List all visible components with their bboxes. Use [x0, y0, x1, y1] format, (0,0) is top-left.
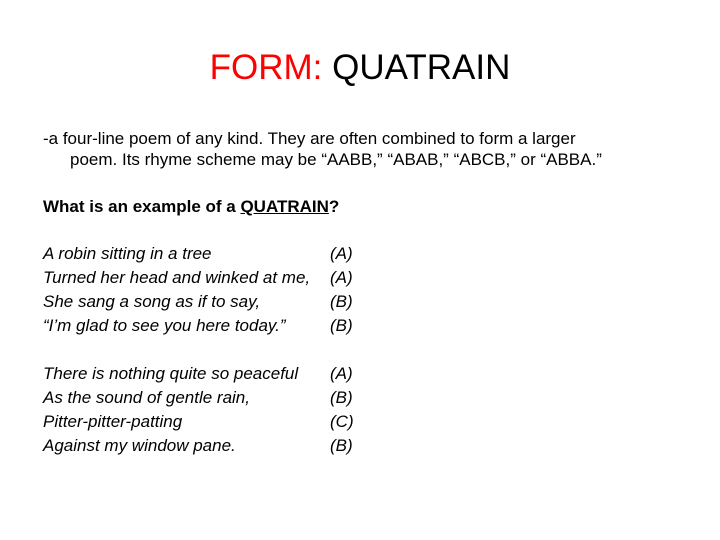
poem-rain: [43, 362, 383, 458]
poem-line: [43, 314, 383, 338]
poem-line: [43, 266, 383, 290]
definition-line-1: -a four-line poem of any kind. They are often combined to form a larger: [43, 129, 576, 148]
verse-text: Turned her head and winked at me,: [43, 268, 311, 287]
slide-title: [0, 46, 720, 90]
verse-text: A robin sitting in a tree: [43, 244, 212, 263]
title-prefix: FORM:: [209, 48, 323, 87]
question-mark: ?: [328, 197, 340, 216]
verse-text: She sang a song as if to say,: [43, 292, 261, 311]
rhyme-label: (B): [330, 292, 353, 311]
rhyme-label: (B): [330, 436, 353, 455]
poem-line: [43, 242, 383, 266]
poem-line: [43, 386, 383, 410]
definition-text: [43, 128, 693, 170]
title-quatrain: QUATRAIN: [332, 48, 511, 87]
verse-text: Pitter-pitter-patting: [43, 412, 183, 431]
example-question: [43, 196, 339, 217]
rhyme-label: (C): [330, 412, 354, 431]
poem-line: [43, 290, 383, 314]
verse-text: There is nothing quite so peaceful: [43, 364, 299, 383]
poem-line: [43, 410, 383, 434]
verse-text: As the sound of gentle rain,: [43, 388, 250, 407]
definition-line-2: poem. Its rhyme scheme may be “AABB,” “ABAB,” “ABCB,” or “ABBA.”: [70, 150, 602, 169]
verse-text: “I’m glad to see you here today.”: [43, 316, 286, 335]
question-keyword: QUATRAIN: [240, 197, 329, 216]
poem-line: [43, 362, 383, 386]
rhyme-label: (B): [330, 388, 353, 407]
rhyme-label: (B): [330, 316, 353, 335]
question-text: What is an example of a: [43, 197, 241, 216]
poem-line: [43, 434, 383, 458]
rhyme-label: (A): [330, 364, 353, 383]
verse-text: Against my window pane.: [43, 436, 236, 455]
poem-robin: [43, 242, 383, 338]
rhyme-label: (A): [330, 244, 353, 263]
rhyme-label: (A): [330, 268, 353, 287]
